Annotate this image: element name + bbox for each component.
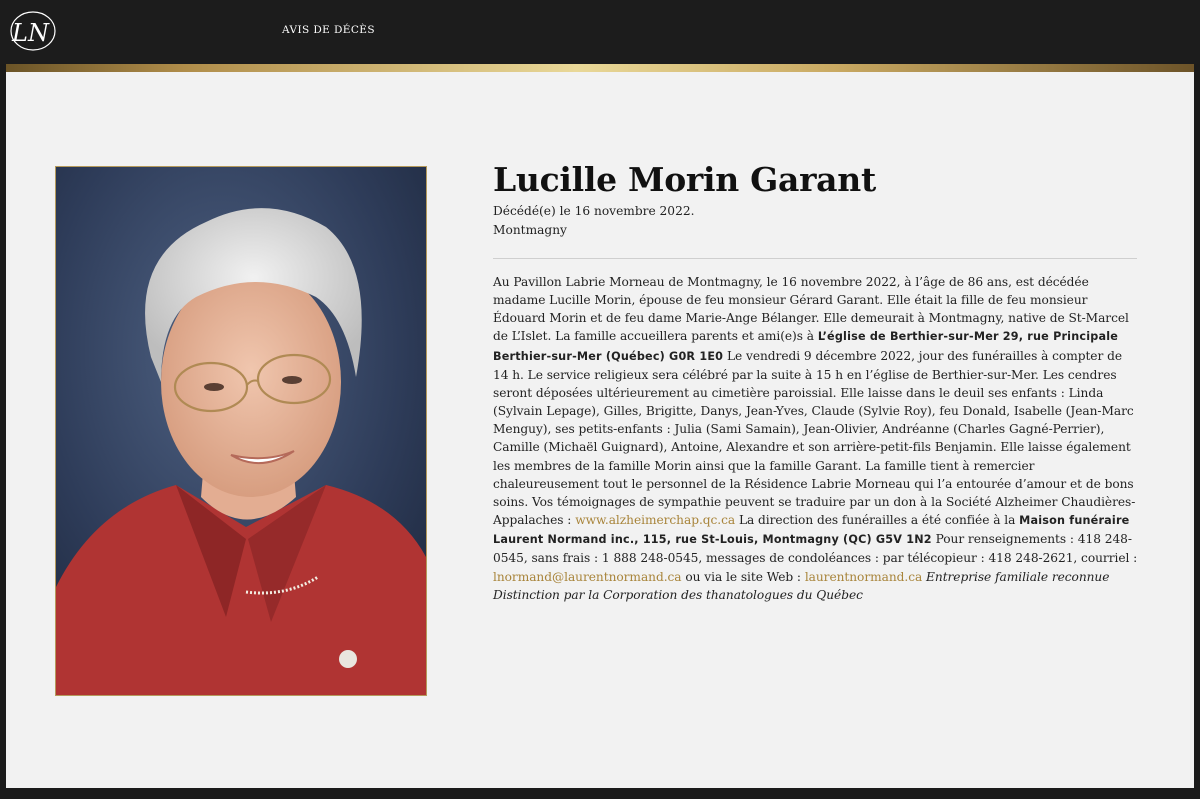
portrait-photo: [55, 166, 427, 696]
funeral-home-address: Maison funéraire Laurent Normand inc., 115, rue St-Louis, Montmagny (QC) G5V 1N2: [493, 514, 1130, 547]
email-link[interactable]: lnormand@laurentnormand.ca: [493, 569, 682, 584]
gold-divider-bar: [6, 64, 1194, 72]
obit-text-2: Le vendredi 9 décembre 2022, jour des funérailles à compter de 14 h. Le service religieux sera célébré par la suite à 15 h en l’église de Berthier-sur-Mer. Les cendres seront déposées ultérieurement au cimetière paroissial. Elle laisse dans le deuil ses enfants : Linda (Sylvain Lepage), Gilles, Brigitte, Danys, Jean-Yves, Claude (Sylvie Roy), feu Donald, Isabelle (Jean-Marc Menguy), ses petits-enfants : Julia (Sami Samain), Jean-Olivier, Andréanne (Charles Gagné-Perrier), Camille (Michaël Guignard), Antoine, Alexandre et son arrière-petit-fils Benjamin. Elle laisse également les membres de la famille Morin ainsi que la famille Garant. La famille tient à remercier chaleureusement tout le personnel de la Résidence Labrie Morneau qui l’a entourée d’amour et de bons soins. Vos témoignages de sympathie peuvent se traduire par un don à la Société Alzheimer Chaudières-Appalaches :: [493, 348, 1136, 528]
city: Montmagny: [493, 223, 567, 237]
obituary-content: [6, 72, 1194, 788]
logo-text: LN: [12, 19, 49, 47]
top-navigation-bar: [0, 0, 1200, 64]
nav-avis-de-deces[interactable]: AVIS DE DÉCÈS: [282, 24, 375, 36]
obit-tagline: Entreprise familiale reconnue Distinction par la Corporation des thanatologues du Québec: [493, 569, 1110, 602]
funeral-location: L’église de Berthier-sur-Mer 29, rue Principale Berthier-sur-Mer (Québec) G0R 1E0: [493, 330, 1119, 363]
deceased-name: Lucille Morin Garant: [493, 160, 876, 199]
alzheimer-link[interactable]: www.alzheimerchap.qc.ca: [575, 513, 736, 528]
website-link[interactable]: laurentnormand.ca: [804, 569, 923, 584]
obit-text-3: La direction des funérailles a été confiée à la: [735, 513, 1020, 528]
ln-logo-icon[interactable]: [6, 9, 58, 53]
obit-text-4: Pour renseignements : 418 248-0545, sans frais : 1 888 248-0545, messages de condoléances : par télécopieur : 418 248-2621, courriel :: [493, 532, 1138, 566]
obit-text-1: Au Pavillon Labrie Morneau de Montmagny, le 16 novembre 2022, à l’âge de 86 ans, est décédée madame Lucille Morin, épouse de feu monsieur Gérard Garant. Elle était la fille de feu monsieur Édouard Morin et de feu dame Marie-Ange Bélanger. Elle demeurait à Montmagny, native de St-Marcel de L’Islet. La famille accueillera parents et ami(e)s à: [493, 275, 1129, 344]
obit-text-5: ou via le site Web :: [681, 569, 805, 584]
section-divider: [493, 258, 1137, 259]
date-of-death: Décédé(e) le 16 novembre 2022.: [493, 204, 695, 218]
obituary-text: [493, 273, 1139, 604]
